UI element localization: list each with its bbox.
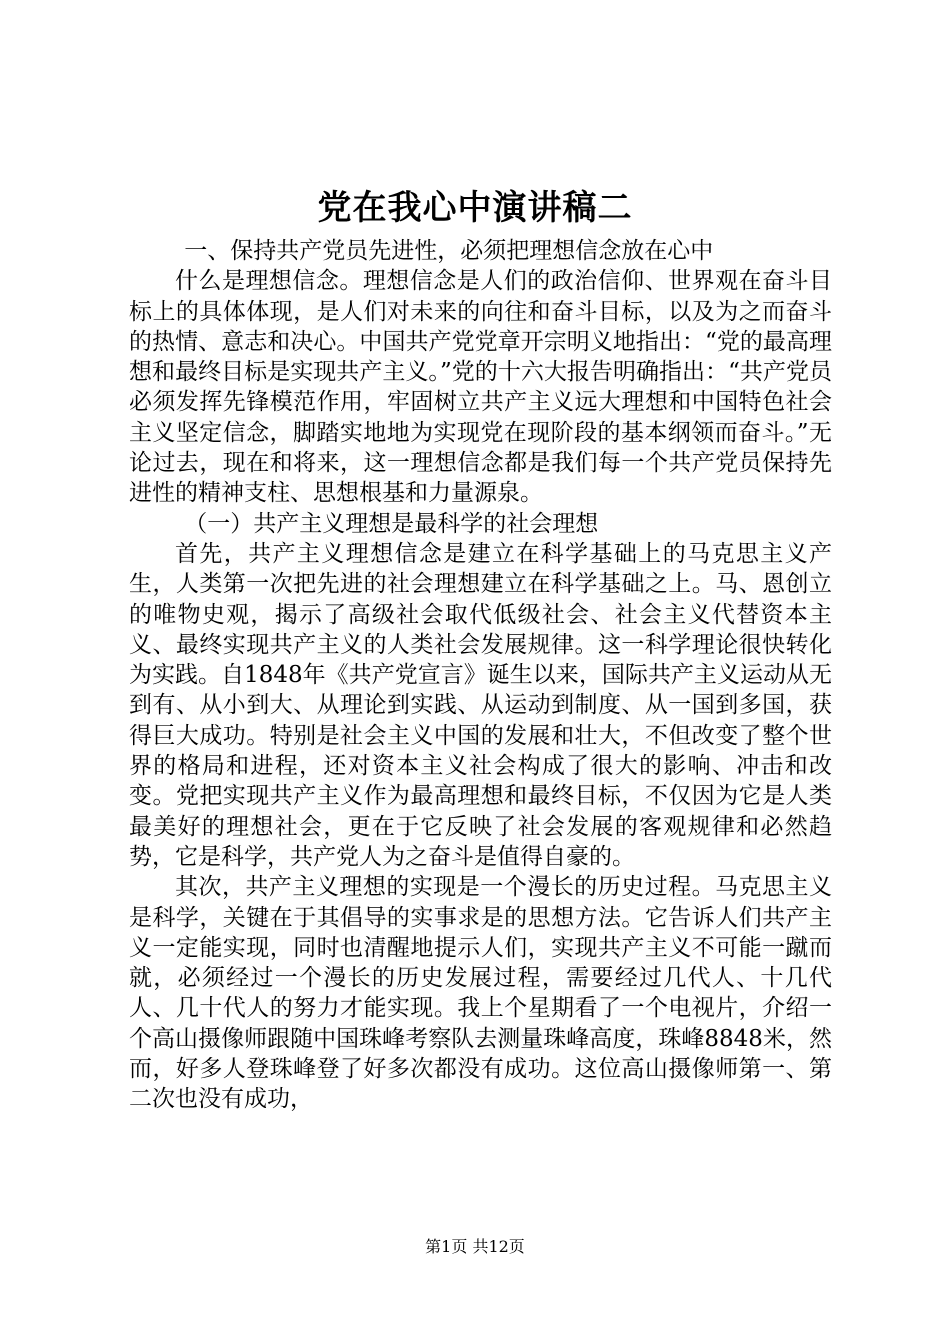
paragraph: 其次，共产主义理想的实现是一个漫长的历史过程。马克思主义是科学，关键在于其倡导的实事求是的思想方法。它告诉人们共产主义一定能实现，同时也清醒地提示人们，实现共产主义不可能一蹴而就，必须经过一个漫长的历史发展过程，需要经过几代人、十几代人、几十代人的努力才能实现。我上个星期看了一个电视片，介绍一个高山摄像师跟随中国珠峰考察队去测量珠峰高度，珠峰8848米，然而，好多人登珠峰登了好多次都没有成功。这位高山摄像师第一、第二次也没有成功， xyxy=(129,874,832,1113)
subsection-heading: （一）共产主义理想是最科学的社会理想 xyxy=(184,510,599,537)
document-body xyxy=(129,236,832,1115)
section-heading: 一、保持共产党员先进性，必须把理想信念放在心中 xyxy=(184,238,714,264)
page-number-footer: 第1页 共12页 xyxy=(425,1237,525,1256)
paragraph: 什么是理想信念。理想信念是人们的政治信仰、世界观在奋斗目标上的具体体现，是人们对未来的向往和奋斗目标，以及为之而奋斗的热情、意志和决心。中国共产党党章开宗明义地指出：“党的最高理想和最终目标是实现共产主义。”党的十六大报告明确指出：“共产党员必须发挥先锋模范作用，牢固树立共产主义远大理想和中国特色社会主义坚定信念，脚踏实地地为实现党在现阶段的基本纲领而奋斗。”无论过去，现在和将来，这一理想信念都是我们每一个共产党员保持先进性的精神支柱、思想根基和力量源泉。 xyxy=(129,268,832,507)
paragraph: 首先，共产主义理想信念是建立在科学基础上的马克思主义产生，人类第一次把先进的社会理想建立在科学基础之上。马、恩创立的唯物史观，揭示了高级社会取代低级社会、社会主义代替资本主义、最终实现共产主义的人类社会发展规律。这一科学理论很快转化为实践。自1848年《共产党宣言》诞生以来，国际共产主义运动从无到有、从小到大、从理论到实践、从运动到制度、从一国到多国，获得巨大成功。特别是社会主义中国的发展和壮大，不但改变了整个世界的格局和进程，还对资本主义社会构成了很大的影响、冲击和改变。党把实现共产主义作为最高理想和最终目标，不仅因为它是人类最美好的理想社会，更在于它反映了社会发展的客观规律和必然趋势，它是科学，共产党人为之奋斗是值得自豪的。 xyxy=(129,540,832,870)
document-title: 党在我心中演讲稿二 xyxy=(317,188,633,228)
